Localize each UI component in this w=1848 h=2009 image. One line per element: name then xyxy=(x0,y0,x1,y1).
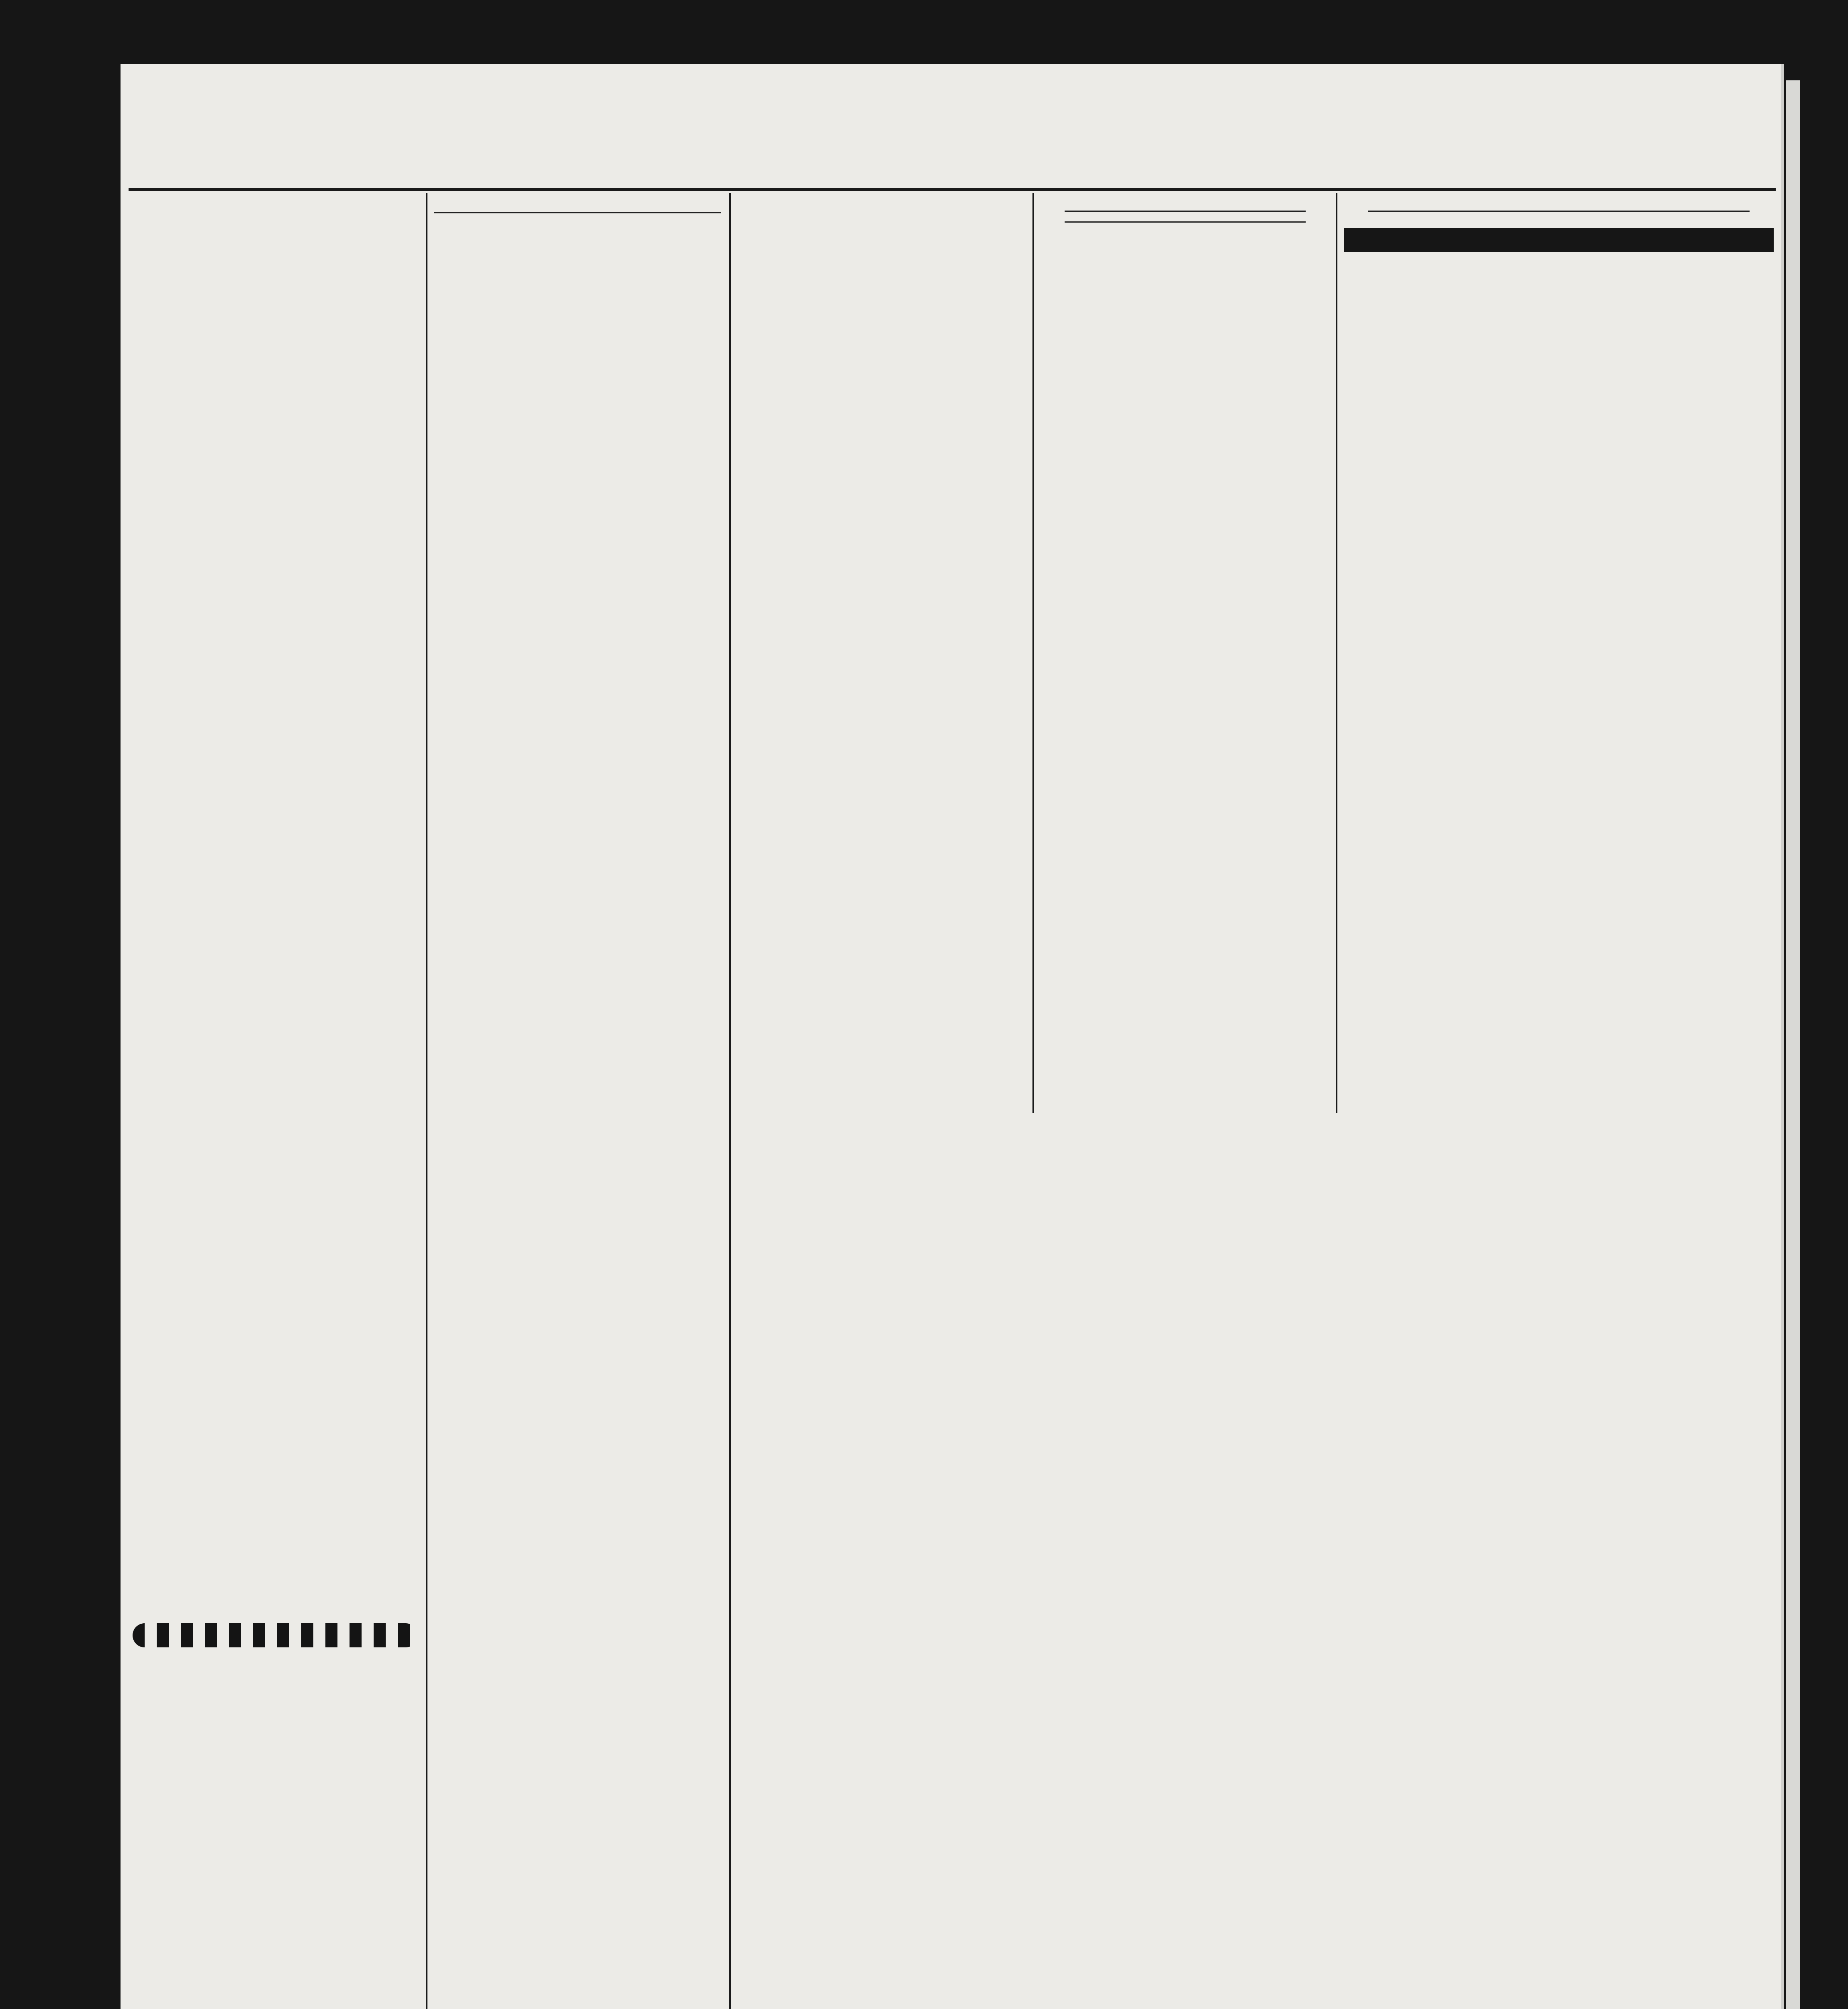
easter-ad xyxy=(133,1623,418,2009)
bethany-column xyxy=(434,201,721,2009)
obed-column xyxy=(133,201,418,1615)
column-rule-1 xyxy=(426,193,427,2009)
column-rule-3 xyxy=(1032,193,1034,1113)
pag-ad xyxy=(1045,1133,1776,2009)
newspaper-page xyxy=(121,64,1784,2009)
pag-big-headline xyxy=(1049,1133,1330,1136)
boyle-column xyxy=(1344,201,1774,1109)
masthead-rule xyxy=(129,188,1776,191)
column-rule-4 xyxy=(1336,193,1337,1113)
dear-folks-column xyxy=(737,201,1026,2009)
primmer-bar xyxy=(1344,228,1774,252)
continuation-column xyxy=(1041,201,1330,1109)
wavy-border-top xyxy=(133,1623,418,1647)
next-page-edge xyxy=(1786,80,1800,2009)
column-rule-2 xyxy=(729,193,731,2009)
